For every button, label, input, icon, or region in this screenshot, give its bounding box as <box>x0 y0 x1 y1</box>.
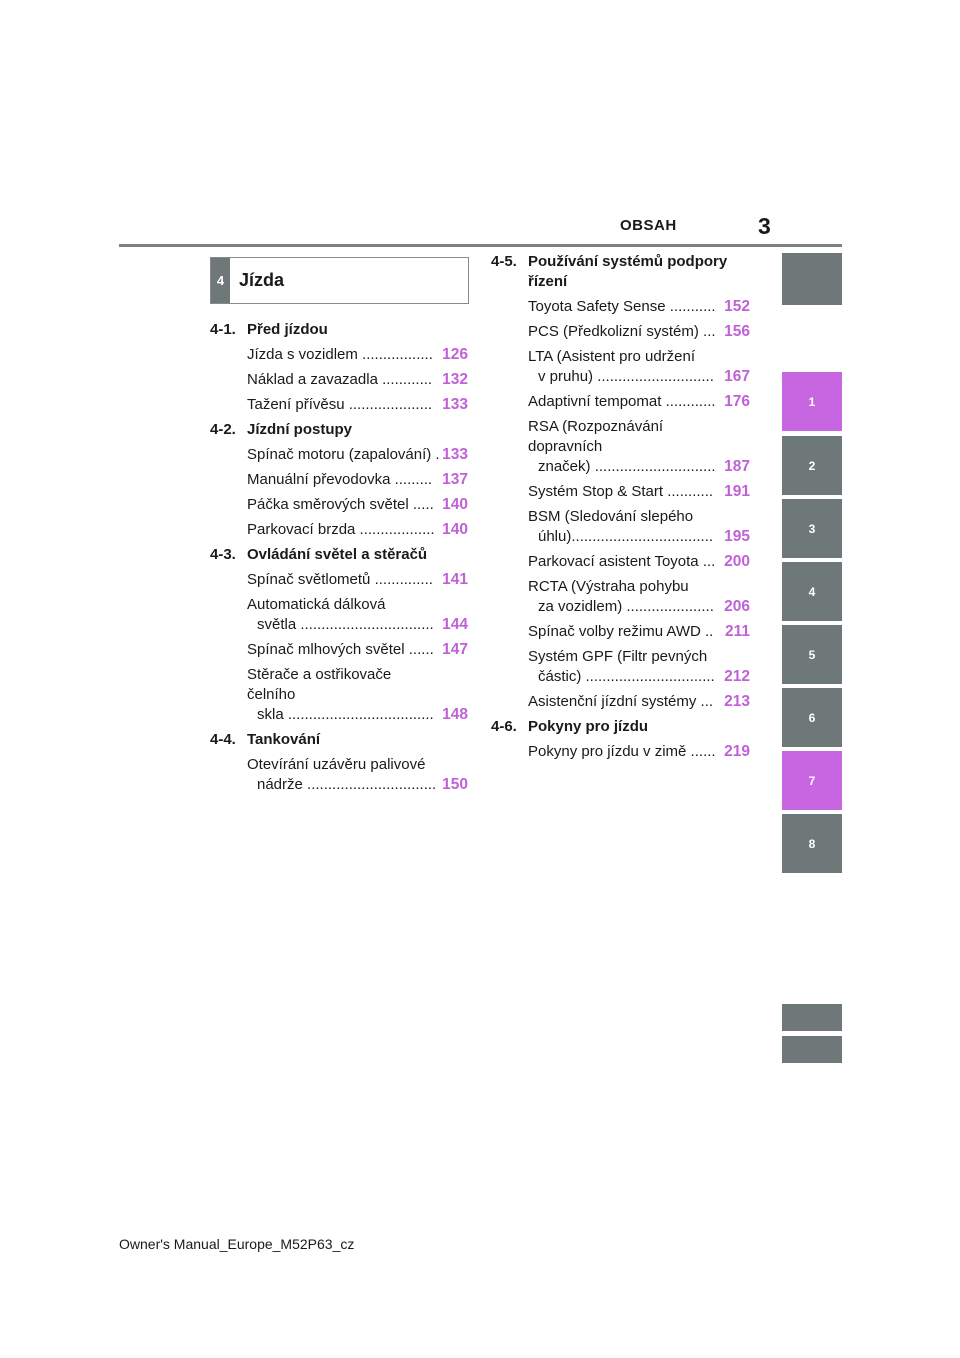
page-link[interactable]: 191 <box>724 483 750 500</box>
chapter-tab[interactable]: 6 <box>782 688 842 747</box>
entry-label: RCTA (Výstraha pohybu <box>528 578 689 595</box>
page-link[interactable]: 213 <box>724 693 750 710</box>
entry-text <box>247 755 442 795</box>
toc-entry[interactable] <box>247 470 468 490</box>
entry-text <box>247 665 442 725</box>
entry-text <box>247 370 442 390</box>
page-link[interactable]: 137 <box>442 471 468 488</box>
entry-label: Adaptivní tempomat ............ <box>528 393 716 410</box>
page-link[interactable]: 212 <box>724 668 750 685</box>
entry-label: Spínač motoru (zapalování) . <box>247 446 440 463</box>
chapter-heading-box <box>210 257 469 304</box>
entry-label: PCS (Předkolizní systém) ... <box>528 323 716 340</box>
chapter-tab[interactable] <box>782 1004 842 1031</box>
entry-text <box>247 395 442 415</box>
toc-right-column <box>491 252 750 767</box>
chapter-tab[interactable]: 5 <box>782 625 842 684</box>
section-title: Používání systémů podpory řízení <box>528 253 728 290</box>
entry-label-continued: v pruhu) ............................ <box>538 368 714 385</box>
section-title: Tankování <box>247 731 321 748</box>
entry-label: Páčka směrových světel ..... <box>247 496 434 513</box>
entry-label-continued: světla ................................ <box>257 616 434 633</box>
section-number: 4-3. <box>210 546 236 563</box>
entry-label: Parkovací brzda .................. <box>247 521 435 538</box>
page-link[interactable]: 140 <box>442 521 468 538</box>
section-title: Před jízdou <box>247 321 328 338</box>
section-title: Jízdní postupy <box>247 421 352 438</box>
entry-text <box>247 570 442 590</box>
page-link[interactable]: 147 <box>442 641 468 658</box>
section-title: Ovládání světel a stěračů <box>247 546 428 563</box>
entry-text <box>247 495 442 515</box>
page-link[interactable]: 187 <box>724 458 750 475</box>
entry-label: Pokyny pro jízdu v zimě ...... <box>528 743 716 760</box>
chapter-title: Jízda <box>239 270 285 290</box>
entry-label: Spínač volby režimu AWD .. <box>528 623 714 640</box>
toc-entry[interactable] <box>247 495 468 515</box>
entry-text <box>247 445 442 465</box>
header-title: OBSAH <box>620 217 677 234</box>
entry-text <box>528 552 724 572</box>
toc-entry[interactable] <box>528 742 750 762</box>
entry-label: Náklad a zavazadla ............ <box>247 371 433 388</box>
toc-entry[interactable] <box>247 665 468 725</box>
entry-label: Spínač světlometů .............. <box>247 571 433 588</box>
page-link[interactable]: 144 <box>442 616 468 633</box>
entry-label: RSA (Rozpoznávání dopravních <box>528 418 664 455</box>
entry-label: Jízda s vozidlem ................. <box>247 346 433 363</box>
toc-entry[interactable] <box>528 507 750 547</box>
page-link[interactable]: 150 <box>442 776 468 793</box>
toc-section <box>210 320 468 340</box>
entry-text <box>528 742 724 762</box>
toc-section <box>491 252 750 292</box>
toc-entry[interactable] <box>528 647 750 687</box>
entry-label: Toyota Safety Sense ........... <box>528 298 716 315</box>
entry-text <box>528 577 724 617</box>
page-link[interactable]: 140 <box>442 496 468 513</box>
entry-label: Otevírání uzávěru palivové <box>247 756 426 773</box>
page-link[interactable]: 152 <box>724 298 750 315</box>
entry-label-continued: úhlu).................................. <box>538 528 714 545</box>
page-link[interactable]: 200 <box>724 553 750 570</box>
toc-entry[interactable] <box>247 395 468 415</box>
page-link[interactable]: 141 <box>442 571 468 588</box>
section-number: 4-5. <box>491 253 517 270</box>
toc-entry[interactable] <box>247 595 468 635</box>
page-number: 3 <box>758 213 771 239</box>
entry-text <box>528 482 724 502</box>
entry-label: Systém Stop & Start ........... <box>528 483 714 500</box>
page-link[interactable]: 219 <box>724 743 750 760</box>
entry-text <box>247 470 442 490</box>
chapter-tab[interactable]: 1 <box>782 372 842 431</box>
chapter-tab[interactable]: 7 <box>782 751 842 810</box>
toc-section <box>491 717 750 737</box>
entry-label: Systém GPF (Filtr pevných <box>528 648 708 665</box>
section-title: Pokyny pro jízdu <box>528 718 649 735</box>
section-number: 4-2. <box>210 421 236 438</box>
page-link[interactable]: 133 <box>442 446 468 463</box>
page-link[interactable]: 167 <box>724 368 750 385</box>
entry-label: Stěrače a ostřikovače čelního <box>247 666 392 703</box>
entry-text <box>528 417 724 477</box>
entry-text <box>528 692 724 712</box>
toc-entry[interactable] <box>528 577 750 617</box>
toc-entry[interactable] <box>247 345 468 365</box>
toc-entry[interactable] <box>528 347 750 387</box>
entry-label: LTA (Asistent pro udržení <box>528 348 696 365</box>
toc-entry[interactable] <box>528 482 750 502</box>
toc-entry[interactable] <box>528 322 750 342</box>
toc-entry[interactable] <box>528 552 750 572</box>
entry-text <box>528 647 724 687</box>
entry-text <box>247 595 442 635</box>
entry-label-continued: za vozidlem) ..................... <box>538 598 714 615</box>
entry-text <box>528 347 724 387</box>
chapter-tab[interactable] <box>782 1036 842 1063</box>
entry-text <box>528 622 725 642</box>
entry-text <box>247 345 442 365</box>
chapter-tab[interactable]: 2 <box>782 436 842 495</box>
toc-entry[interactable] <box>247 640 468 660</box>
toc-section <box>210 545 468 565</box>
chapter-number: 4 <box>211 258 230 303</box>
chapter-tab[interactable] <box>782 253 842 305</box>
toc-entry[interactable] <box>528 622 750 642</box>
entry-label: Manuální převodovka ......... <box>247 471 433 488</box>
entry-label: Automatická dálková <box>247 596 386 613</box>
toc-left-column <box>210 318 468 800</box>
toc-entry[interactable] <box>247 445 468 465</box>
toc-entry[interactable] <box>528 417 750 477</box>
page-link[interactable]: 211 <box>724 623 750 640</box>
page-link[interactable]: 206 <box>724 598 750 615</box>
entry-label-continued: částic) ............................... <box>538 668 715 685</box>
toc-entry[interactable] <box>247 520 468 540</box>
page-link[interactable]: 148 <box>442 706 468 723</box>
page-link[interactable]: 195 <box>724 528 750 545</box>
entry-text <box>528 297 724 317</box>
toc-entry[interactable] <box>247 755 468 795</box>
entry-text <box>528 507 724 547</box>
header-divider <box>119 244 842 247</box>
entry-label-continued: skla ................................... <box>257 706 434 723</box>
entry-text <box>528 392 724 412</box>
toc-entry[interactable] <box>528 392 750 412</box>
toc-section <box>210 730 468 750</box>
entry-label: BSM (Sledování slepého <box>528 508 694 525</box>
chapter-tab[interactable]: 3 <box>782 499 842 558</box>
entry-label: Parkovací asistent Toyota ... <box>528 553 716 570</box>
entry-text <box>247 640 442 660</box>
toc-section <box>210 420 468 440</box>
entry-label: Tažení přívěsu .................... <box>247 396 433 413</box>
section-number: 4-6. <box>491 718 517 735</box>
page-link[interactable]: 132 <box>442 371 468 388</box>
entry-text <box>247 520 442 540</box>
page-link[interactable]: 156 <box>724 323 750 340</box>
entry-label: Asistenční jízdní systémy ... <box>528 693 714 710</box>
entry-label: Spínač mlhových světel ...... <box>247 641 434 658</box>
page-link[interactable]: 176 <box>724 393 750 410</box>
entry-label-continued: nádrže ............................... <box>257 776 437 793</box>
chapter-tab[interactable]: 4 <box>782 562 842 621</box>
toc-entry[interactable] <box>247 570 468 590</box>
chapter-tab[interactable]: 8 <box>782 814 842 873</box>
section-number: 4-1. <box>210 321 236 338</box>
section-number: 4-4. <box>210 731 236 748</box>
toc-entry[interactable] <box>528 297 750 317</box>
page-link[interactable]: 133 <box>442 396 468 413</box>
toc-entry[interactable] <box>528 692 750 712</box>
page-link[interactable]: 126 <box>442 346 468 363</box>
footer-text: Owner's Manual_Europe_M52P63_cz <box>119 1236 355 1252</box>
toc-entry[interactable] <box>247 370 468 390</box>
entry-text <box>528 322 724 342</box>
entry-label-continued: značek) ............................. <box>538 458 716 475</box>
